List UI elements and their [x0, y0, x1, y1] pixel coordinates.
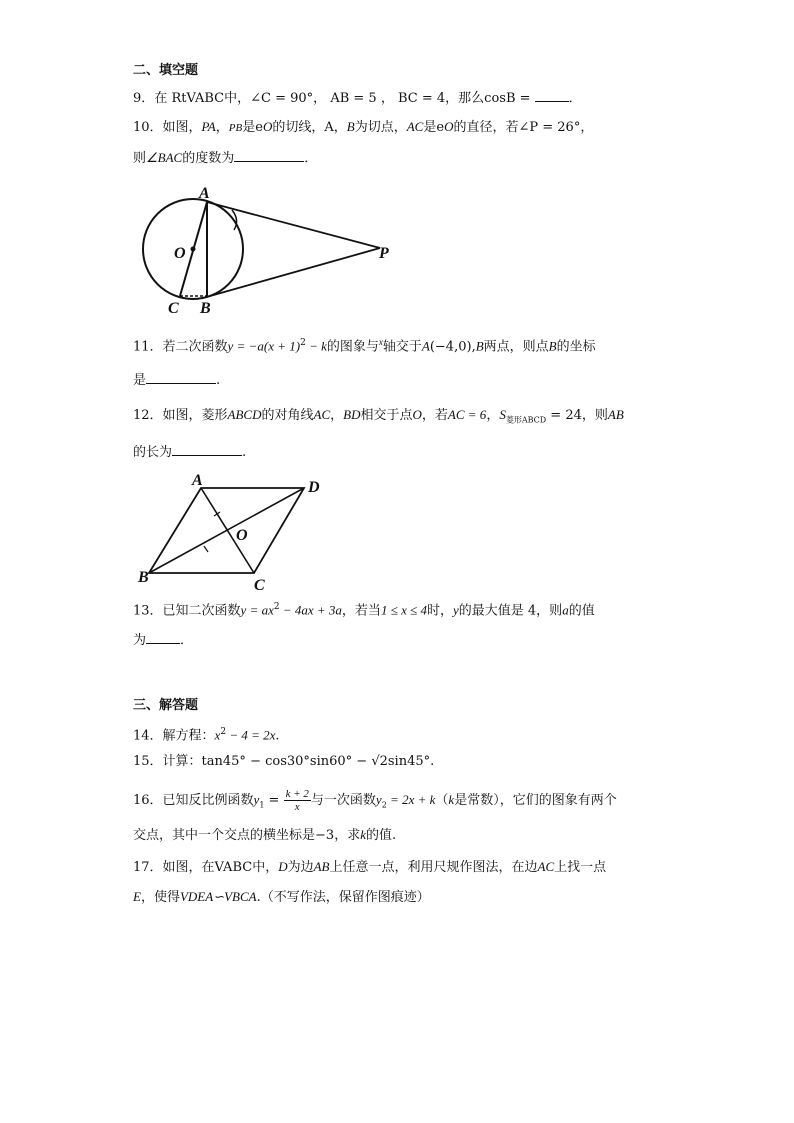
q13-range: 1 ≤ x ≤ 4 — [380, 602, 427, 618]
q10-angle-p: ∠P = 26° — [518, 120, 581, 135]
q11-point-a: A — [421, 338, 430, 354]
q17-text: 中， — [252, 860, 279, 875]
q11-text: 是 — [133, 373, 147, 388]
answer-blank — [146, 370, 216, 384]
q9-condition: BC = 4 — [397, 91, 446, 106]
q12-area-sub: 菱形ABCD — [505, 415, 547, 425]
q11-number: 11．若二次函数 — [133, 339, 228, 355]
q17-text: .（不写作法，保留作图痕迹） — [256, 890, 430, 905]
q12-abcd: ABCD — [227, 407, 262, 422]
q11-coord: (−4,0) — [429, 339, 472, 355]
q10-angle-bac: ∠BAC — [146, 150, 183, 165]
q17-ac: AC — [537, 859, 555, 874]
q11-func: (x + 1) — [263, 338, 301, 354]
q13-a: a — [562, 602, 569, 618]
q13-text: 为 — [133, 633, 147, 648]
q12-bd: BD — [343, 407, 361, 422]
q10-text: 则 — [133, 151, 147, 166]
q11-func: = −a — [233, 338, 264, 354]
question-9 — [133, 88, 582, 108]
q15-expr: tan45° − cos30°sin60° − — [201, 754, 372, 769]
q13-text: 的值 — [568, 603, 595, 619]
q10-text: 的切线， — [272, 120, 325, 135]
q9-ask: cosB = — [484, 91, 531, 106]
question-12-line2 — [133, 442, 246, 462]
question-15 — [133, 753, 434, 771]
tangent-pb — [210, 248, 380, 296]
label-o: O — [174, 245, 186, 262]
question-13-line2 — [133, 630, 193, 650]
q11-text: 轴交于 — [382, 339, 422, 355]
q10-pa: PA — [201, 119, 216, 134]
center-point — [191, 247, 196, 252]
q17-text: 上找一点 — [554, 860, 607, 875]
q16-value: −3 — [315, 828, 335, 843]
q17-e: E — [133, 889, 141, 904]
q13-func: − 4ax + 3a — [279, 602, 342, 618]
fraction-denominator: x — [294, 801, 300, 813]
label-a: A — [199, 185, 210, 202]
label-b: B — [200, 300, 211, 317]
q10-text: 为切点， — [354, 120, 407, 135]
label-c: C — [168, 300, 179, 317]
q11-text: 的坐标 — [556, 339, 596, 355]
q13-exponent: 2 — [273, 602, 280, 612]
q11-text: , — [471, 339, 476, 355]
q12-text: ，若 — [421, 408, 448, 423]
q13-func: y = ax — [240, 602, 274, 618]
q13-text: 的最大值是 4，则 — [458, 603, 563, 619]
q16-number: 16．已知反比例函数 — [133, 793, 254, 808]
diagonal-bd — [149, 488, 304, 573]
q12-number: 12．如图，菱形 — [133, 408, 228, 423]
q9-separator: ， — [380, 91, 394, 106]
q17-text: 为边 — [287, 860, 314, 875]
label-c: C — [254, 577, 265, 594]
label-o: O — [236, 527, 248, 544]
q16-fraction — [284, 788, 311, 813]
q15-expr: sin45° — [387, 754, 431, 769]
answer-blank — [535, 88, 569, 102]
q10-end: ． — [304, 151, 318, 166]
q14-eq: − 4 = 2x — [226, 727, 276, 743]
q11-x: x — [378, 337, 383, 347]
q13-y: y — [453, 602, 459, 618]
q13-text: 时， — [426, 603, 453, 619]
q16-y2-eq: = 2x + k — [386, 792, 436, 807]
q16-text: （ — [435, 793, 449, 808]
answer-blank — [146, 630, 180, 644]
q11-func: − k — [305, 338, 327, 354]
section-title-answer: 三、解答题 — [133, 698, 199, 713]
q13-text: ，若当 — [341, 603, 381, 619]
q12-ab: AB — [607, 407, 624, 422]
q12-end: . — [242, 445, 247, 460]
q12-text: ，则 — [581, 408, 608, 423]
q10-separator: ， — [215, 120, 229, 135]
circle-symbol: e — [255, 120, 263, 135]
question-17-line2 — [133, 888, 430, 907]
q17-similarity: VDEA∽VBCA — [179, 889, 257, 904]
q14-exponent: 2 — [220, 727, 227, 737]
q16-text: 交点，其中一个交点的横坐标是 — [133, 828, 316, 843]
q10-b: B — [346, 119, 355, 134]
q17-ab: AB — [313, 859, 330, 874]
q16-sub: 2 — [381, 800, 387, 810]
q16-text: 是常数），它们的图象有两个 — [454, 793, 617, 808]
q15-number: 15．计算： — [133, 754, 202, 769]
q11-text: 的图象与 — [326, 339, 379, 355]
answer-blank — [234, 148, 304, 162]
q17-d: D — [278, 859, 288, 874]
q14-eq: x — [214, 727, 221, 743]
q12-area: S — [499, 407, 506, 422]
label-b: B — [138, 569, 149, 586]
q10-text: 是 — [242, 120, 256, 135]
q15-sqrt: √2 — [371, 754, 388, 769]
q16-text: ，求 — [334, 828, 361, 843]
q10-o: O — [262, 119, 273, 134]
question-13 — [133, 598, 595, 620]
q17-text: 上任意一点，利用尺规作图法，在边 — [329, 860, 538, 875]
question-16 — [133, 788, 617, 815]
q10-number: 10．如图， — [133, 120, 202, 135]
q10-text: 的直径，若 — [453, 120, 519, 135]
q10-text: 的度数为 — [182, 151, 235, 166]
q12-text: 相交于点 — [360, 408, 413, 423]
q9-condition: AB = 5 — [330, 91, 377, 106]
q11-text: 两点，则点 — [483, 339, 549, 355]
q11-point-b: B — [548, 338, 557, 354]
q16-k: k — [448, 792, 455, 807]
q9-separator: ， — [313, 91, 327, 106]
q9-triangle: RtVABC — [171, 91, 225, 106]
q12-o: O — [412, 407, 422, 422]
circle-tangent-figure — [136, 182, 401, 322]
q12-text: 的对角线 — [261, 408, 314, 423]
q11-end: . — [216, 373, 221, 388]
fraction-numerator: k + 2 — [285, 788, 309, 800]
q11-exponent: 2 — [300, 338, 306, 348]
q14-end: . — [275, 728, 280, 744]
q9-end: ． — [568, 91, 582, 106]
q16-sub: 1 — [259, 800, 265, 810]
answer-blank — [172, 442, 242, 456]
tangent-pa — [207, 202, 380, 248]
section-title-fill-in: 二、填空题 — [133, 63, 199, 78]
circle-symbol: e — [436, 120, 445, 135]
question-14 — [133, 723, 280, 745]
q9-text: ，那么 — [445, 91, 485, 106]
q9-text: 中， — [224, 91, 251, 106]
q10-o: O — [444, 119, 454, 134]
q10-text: 是 — [423, 120, 437, 135]
label-d: D — [308, 479, 320, 496]
q16-eq: = — [264, 793, 284, 808]
q17-text: ，使得 — [140, 890, 180, 905]
q13-end: ． — [180, 633, 194, 648]
q10-separator: ， — [333, 120, 347, 135]
question-16-line2 — [133, 826, 396, 845]
q10-ac: AC — [406, 119, 424, 134]
q14-number: 14．解方程： — [133, 728, 215, 744]
question-10-line2 — [133, 148, 317, 168]
q9-condition: ∠C = 90° — [250, 91, 314, 106]
q12-area-eq: = 24 — [546, 408, 582, 423]
rhombus-figure — [134, 470, 334, 594]
question-12 — [133, 406, 624, 430]
q15-end: . — [430, 754, 435, 769]
question-17 — [133, 858, 606, 877]
q12-separator: ， — [486, 408, 500, 423]
q16-text: 与一次函数 — [310, 793, 376, 808]
q12-text: 的长为 — [133, 445, 173, 460]
q17-triangle: VABC — [214, 860, 253, 875]
q16-y1: y — [253, 792, 260, 807]
q9-text: 在 — [154, 91, 168, 106]
question-11 — [133, 333, 596, 356]
q17-number: 17．如图，在 — [133, 860, 215, 875]
q10-pb: PB — [228, 122, 243, 134]
q12-ac: AC — [313, 407, 331, 422]
label-p: P — [379, 245, 389, 262]
question-11-line2 — [133, 370, 220, 390]
q11-point-b: B — [475, 338, 484, 354]
q10-a: A — [324, 120, 334, 135]
q12-separator: ， — [330, 408, 344, 423]
q10-text: ， — [580, 120, 594, 135]
q13-number: 13．已知二次函数 — [133, 603, 241, 619]
label-a: A — [192, 472, 203, 489]
q12-ac-eq: AC = 6 — [447, 407, 487, 422]
tick-mark — [204, 546, 208, 552]
q11-func: y — [227, 338, 234, 354]
q16-y2: y — [375, 792, 382, 807]
question-10 — [133, 118, 593, 137]
q16-k: k — [360, 827, 366, 842]
q9-number: 9． — [133, 91, 155, 106]
q16-text: 的值. — [365, 828, 397, 843]
